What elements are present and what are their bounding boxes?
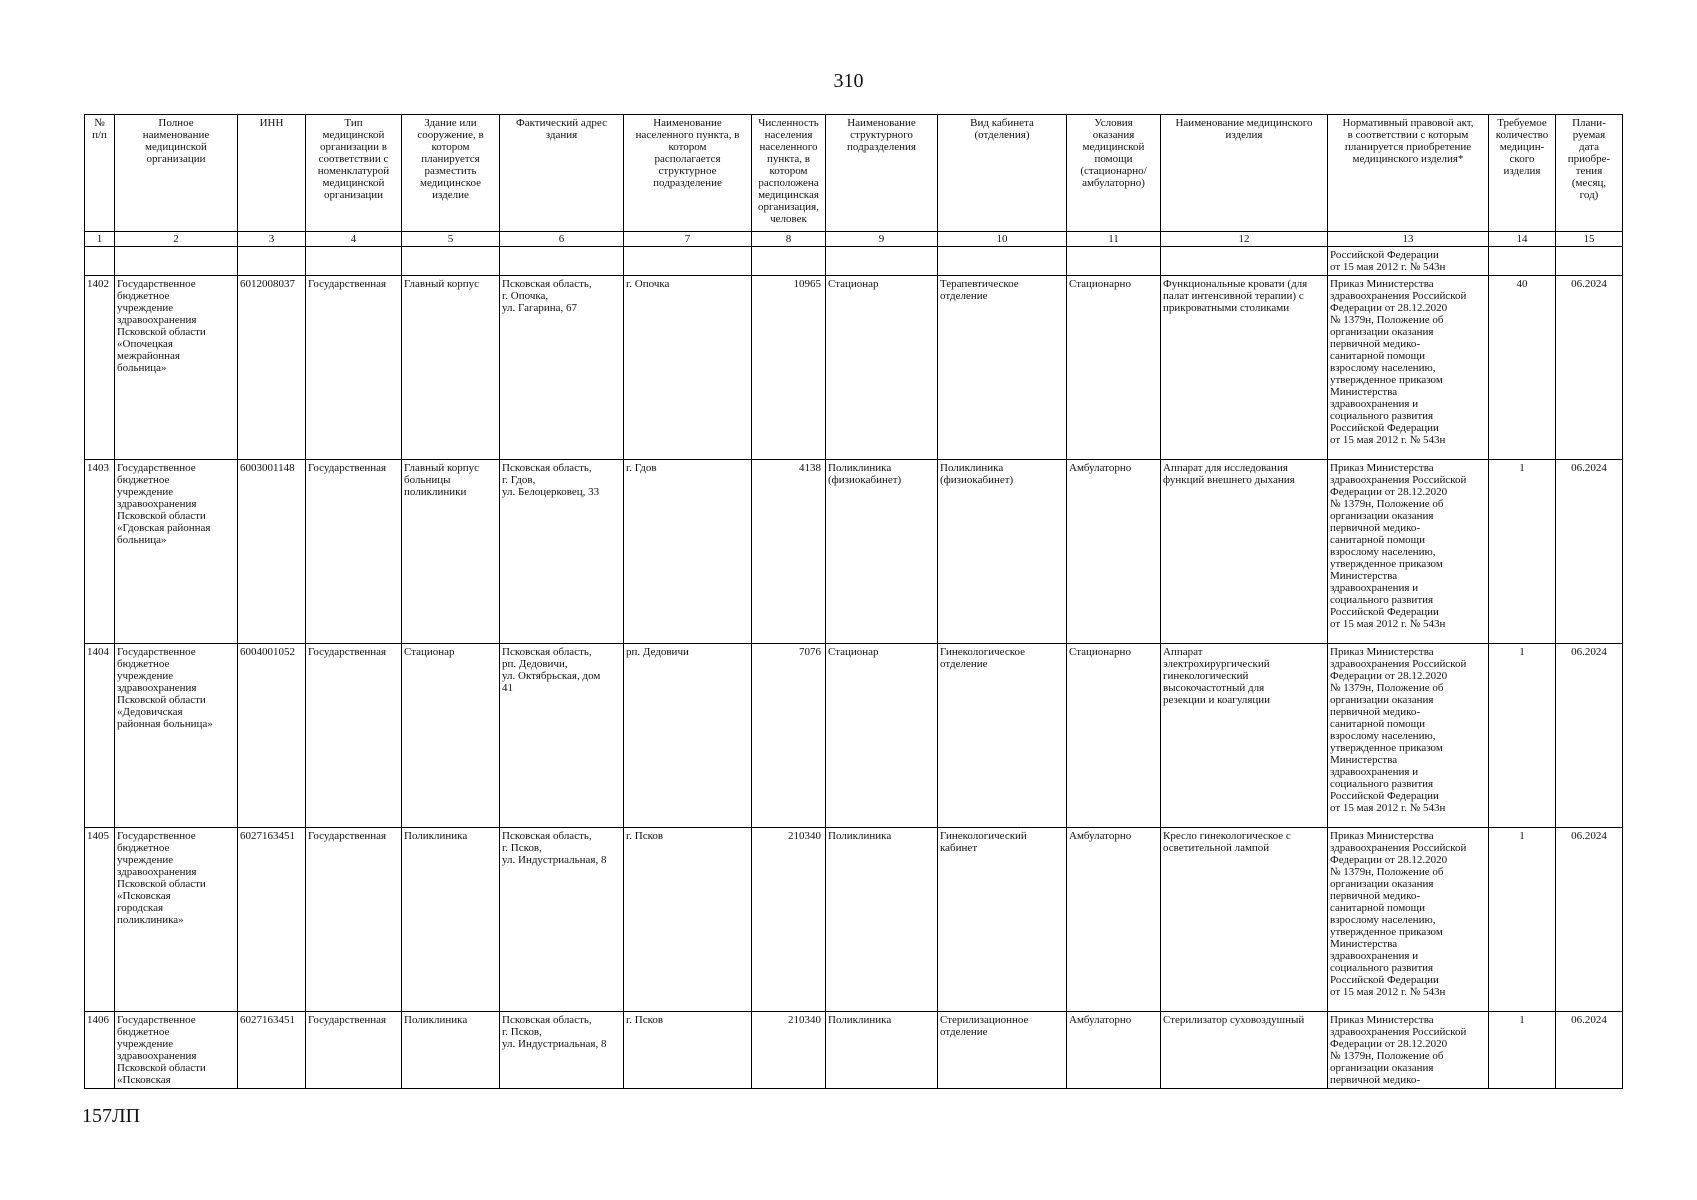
legal-act: Приказ Министерства здравоохранения Российской Федерации от 28.12.2020 № 1379н, Положение об организации оказания первичной медико- санитарной помощи взрослому населению, утвержденное приказом Министерства здравоохранения и социального развития Российской Федерации от 15 мая 2012 г. № 543н bbox=[1328, 276, 1489, 460]
org-name: Государственное бюджетное учреждение здравоохранения Псковской области «Дедовичская районная больница» bbox=[115, 644, 238, 828]
address: Псковская область, г. Псков, ул. Индустриальная, 8 bbox=[500, 1012, 624, 1089]
column-number: 13 bbox=[1328, 232, 1489, 247]
column-number: 7 bbox=[624, 232, 752, 247]
building: Поликлиника bbox=[402, 828, 500, 1012]
locality: г. Опочка bbox=[624, 276, 752, 460]
header-cell: Наименование структурного подразделения bbox=[826, 115, 938, 232]
address: Псковская область, г. Псков, ул. Индустриальная, 8 bbox=[500, 828, 624, 1012]
equipment-table bbox=[84, 114, 1623, 1089]
population: 210340 bbox=[752, 1012, 826, 1089]
legal-act: Приказ Министерства здравоохранения Российской Федерации от 28.12.2020 № 1379н, Положение об организации оказания первичной медико- санитарной помощи взрослому населению, утвержденное приказом Министерства здравоохранения и социального развития Российской Федерации от 15 мая 2012 г. № 543н bbox=[1328, 644, 1489, 828]
building: Главный корпус bbox=[402, 276, 500, 460]
org-name: Государственное бюджетное учреждение здравоохранения Псковской области «Псковская bbox=[115, 1012, 238, 1089]
structural-unit: Поликлиника (физиокабинет) bbox=[826, 460, 938, 644]
org-name: Государственное бюджетное учреждение здравоохранения Псковской области «Гдовская районная больница» bbox=[115, 460, 238, 644]
table-row bbox=[85, 460, 1623, 644]
planned-date: 06.2024 bbox=[1556, 828, 1623, 1012]
room-type: Поликлиника (физиокабинет) bbox=[938, 460, 1067, 644]
column-number: 14 bbox=[1489, 232, 1556, 247]
planned-date: 06.2024 bbox=[1556, 1012, 1623, 1089]
org-type: Государственная bbox=[306, 1012, 402, 1089]
legal-act: Приказ Министерства здравоохранения Российской Федерации от 28.12.2020 № 1379н, Положение об организации оказания первичной медико- санитарной помощи взрослому населению, утвержденное приказом Министерства здравоохранения и социального развития Российской Федерации от 15 мая 2012 г. № 543н bbox=[1328, 828, 1489, 1012]
device-name: Функциональные кровати (для палат интенсивной терапии) с прикроватными столиками bbox=[1161, 276, 1328, 460]
device-name: Аппарат для исследования функций внешнего дыхания bbox=[1161, 460, 1328, 644]
org-type: Государственная bbox=[306, 828, 402, 1012]
header-cell: Условия оказания медицинской помощи (стационарно/ амбулаторно) bbox=[1067, 115, 1161, 232]
column-number-row bbox=[85, 232, 1623, 247]
quantity: 40 bbox=[1489, 276, 1556, 460]
legal-act: Приказ Министерства здравоохранения Российской Федерации от 28.12.2020 № 1379н, Положение об организации оказания первичной медико- санитарной помощи взрослому населению, утвержденное приказом Министерства здравоохранения и социального развития Российской Федерации от 15 мая 2012 г. № 543н bbox=[1328, 460, 1489, 644]
header-cell: Численность населения населенного пункта, в котором расположена медицинская организация, человек bbox=[752, 115, 826, 232]
quantity: 1 bbox=[1489, 644, 1556, 828]
quantity: 1 bbox=[1489, 828, 1556, 1012]
address: Псковская область, г. Гдов, ул. Белоцерковец, 33 bbox=[500, 460, 624, 644]
table-row bbox=[85, 644, 1623, 828]
column-number: 2 bbox=[115, 232, 238, 247]
row-number: 1404 bbox=[85, 644, 115, 828]
row-number: 1406 bbox=[85, 1012, 115, 1089]
header-cell: № п/п bbox=[85, 115, 115, 232]
structural-unit: Поликлиника bbox=[826, 1012, 938, 1089]
device-name: Кресло гинекологическое с осветительной лампой bbox=[1161, 828, 1328, 1012]
care-conditions: Амбулаторно bbox=[1067, 828, 1161, 1012]
header-cell: Наименование населенного пункта, в котором располагается структурное подразделение bbox=[624, 115, 752, 232]
table-row bbox=[85, 276, 1623, 460]
row-number: 1402 bbox=[85, 276, 115, 460]
org-type: Государственная bbox=[306, 276, 402, 460]
header-cell: Наименование медицинского изделия bbox=[1161, 115, 1328, 232]
device-name: Стерилизатор суховоздушный bbox=[1161, 1012, 1328, 1089]
locality: г. Гдов bbox=[624, 460, 752, 644]
header-cell: Требуемое количество медицин- ского изделия bbox=[1489, 115, 1556, 232]
locality: г. Псков bbox=[624, 1012, 752, 1089]
header-cell: ИНН bbox=[238, 115, 306, 232]
planned-date: 06.2024 bbox=[1556, 460, 1623, 644]
header-cell: Плани- руемая дата приобре- тения (месяц, год) bbox=[1556, 115, 1623, 232]
column-number: 11 bbox=[1067, 232, 1161, 247]
care-conditions: Амбулаторно bbox=[1067, 1012, 1161, 1089]
inn: 6012008037 bbox=[238, 276, 306, 460]
inn: 6003001148 bbox=[238, 460, 306, 644]
care-conditions: Стационарно bbox=[1067, 644, 1161, 828]
footer-code: 157ЛП bbox=[82, 1105, 141, 1127]
address: Псковская область, рп. Дедовичи, ул. Октябрьская, дом 41 bbox=[500, 644, 624, 828]
row-number: 1405 bbox=[85, 828, 115, 1012]
column-number: 1 bbox=[85, 232, 115, 247]
structural-unit: Стационар bbox=[826, 644, 938, 828]
org-type: Государственная bbox=[306, 644, 402, 828]
continuation-row bbox=[85, 247, 1623, 276]
building: Стационар bbox=[402, 644, 500, 828]
inn: 6027163451 bbox=[238, 1012, 306, 1089]
structural-unit: Поликлиника bbox=[826, 828, 938, 1012]
building: Поликлиника bbox=[402, 1012, 500, 1089]
building: Главный корпус больницы поликлиники bbox=[402, 460, 500, 644]
column-number: 12 bbox=[1161, 232, 1328, 247]
continuation-text: Российской Федерации от 15 мая 2012 г. № 543н bbox=[1328, 247, 1489, 276]
row-number: 1403 bbox=[85, 460, 115, 644]
column-number: 6 bbox=[500, 232, 624, 247]
room-type: Гинекологический кабинет bbox=[938, 828, 1067, 1012]
header-cell: Полное наименование медицинской организации bbox=[115, 115, 238, 232]
quantity: 1 bbox=[1489, 1012, 1556, 1089]
table-header-row bbox=[85, 115, 1623, 232]
column-number: 10 bbox=[938, 232, 1067, 247]
org-name: Государственное бюджетное учреждение здравоохранения Псковской области «Псковская городская поликлиника» bbox=[115, 828, 238, 1012]
room-type: Стерилизационное отделение bbox=[938, 1012, 1067, 1089]
column-number: 8 bbox=[752, 232, 826, 247]
header-cell: Вид кабинета (отделения) bbox=[938, 115, 1067, 232]
page-number: 310 bbox=[833, 70, 864, 92]
header-cell: Тип медицинской организации в соответствии с номенклатурой медицинской организации bbox=[306, 115, 402, 232]
population: 4138 bbox=[752, 460, 826, 644]
care-conditions: Стационарно bbox=[1067, 276, 1161, 460]
inn: 6004001052 bbox=[238, 644, 306, 828]
structural-unit: Стационар bbox=[826, 276, 938, 460]
table-row bbox=[85, 1012, 1623, 1089]
table-row bbox=[85, 828, 1623, 1012]
header-cell: Фактический адрес здания bbox=[500, 115, 624, 232]
room-type: Гинекологическое отделение bbox=[938, 644, 1067, 828]
planned-date: 06.2024 bbox=[1556, 276, 1623, 460]
inn: 6027163451 bbox=[238, 828, 306, 1012]
legal-act: Приказ Министерства здравоохранения Российской Федерации от 28.12.2020 № 1379н, Положение об организации оказания первичной медико- bbox=[1328, 1012, 1489, 1089]
header-cell: Нормативный правовой акт, в соответствии с которым планируется приобретение медицинского изделия* bbox=[1328, 115, 1489, 232]
locality: рп. Дедовичи bbox=[624, 644, 752, 828]
column-number: 4 bbox=[306, 232, 402, 247]
org-name: Государственное бюджетное учреждение здравоохранения Псковской области «Опочецкая межрайонная больница» bbox=[115, 276, 238, 460]
locality: г. Псков bbox=[624, 828, 752, 1012]
header-cell: Здание или сооружение, в котором планируется разместить медицинское изделие bbox=[402, 115, 500, 232]
column-number: 5 bbox=[402, 232, 500, 247]
population: 7076 bbox=[752, 644, 826, 828]
address: Псковская область, г. Опочка, ул. Гагарина, 67 bbox=[500, 276, 624, 460]
column-number: 3 bbox=[238, 232, 306, 247]
planned-date: 06.2024 bbox=[1556, 644, 1623, 828]
quantity: 1 bbox=[1489, 460, 1556, 644]
room-type: Терапевтическое отделение bbox=[938, 276, 1067, 460]
population: 10965 bbox=[752, 276, 826, 460]
device-name: Аппарат электрохирургический гинекологический высокочастотный для резекции и коагуляции bbox=[1161, 644, 1328, 828]
population: 210340 bbox=[752, 828, 826, 1012]
column-number: 15 bbox=[1556, 232, 1623, 247]
org-type: Государственная bbox=[306, 460, 402, 644]
column-number: 9 bbox=[826, 232, 938, 247]
care-conditions: Амбулаторно bbox=[1067, 460, 1161, 644]
